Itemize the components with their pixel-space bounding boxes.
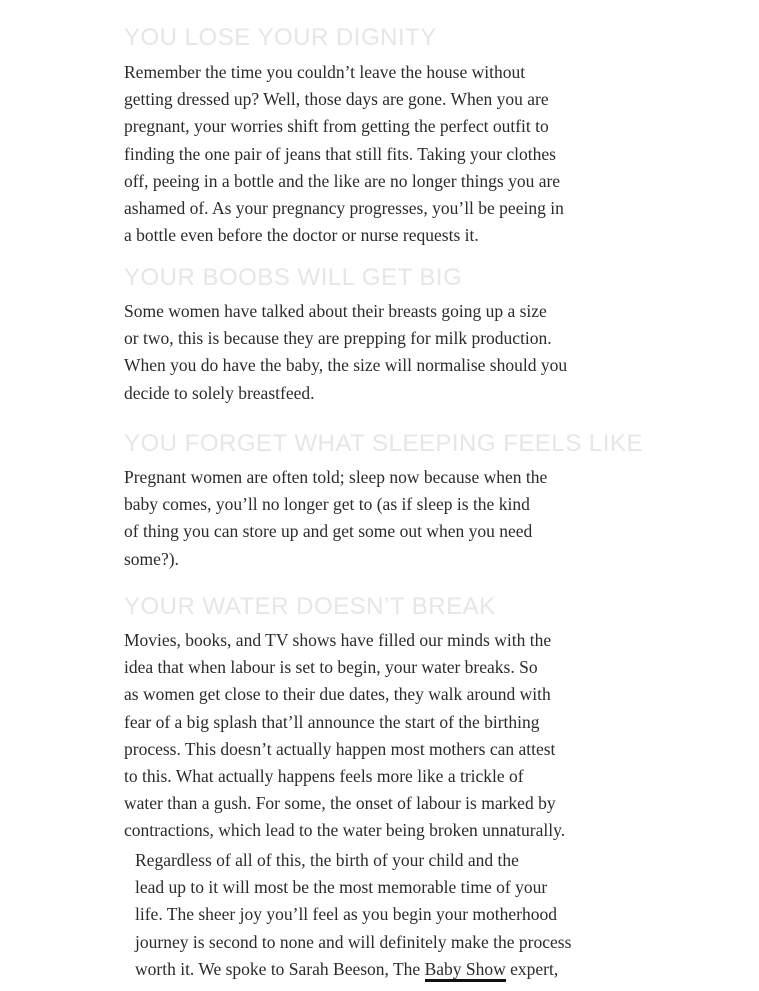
section-body-dignity xyxy=(124,59,684,249)
body-line: Pregnant women are often told; sleep now because when the xyxy=(124,467,548,487)
body-line: decide to solely breastfeed. xyxy=(124,382,315,403)
body-line: some?). xyxy=(124,548,179,569)
body-line: of thing you can store up and get some out when you need xyxy=(124,521,533,542)
section-heading-boobs: YOUR BOOBS WILL GET BIG xyxy=(124,264,463,291)
body-line: or two, this is because they are prepping for milk production. xyxy=(124,328,552,349)
section-body-boobs xyxy=(124,298,684,407)
body-line: a bottle even before the doctor or nurse requests it. xyxy=(124,225,479,246)
body-line: idea that when labour is set to begin, your water breaks. So xyxy=(124,657,538,678)
body-line: Remember the time you couldn’t leave the house without xyxy=(124,62,526,82)
section-heading-water: YOUR WATER DOESN’T BREAK xyxy=(124,593,496,620)
body-line: process. This doesn’t actually happen most mothers can attest xyxy=(124,738,556,759)
section-body-water xyxy=(124,627,684,845)
body-line: Some women have talked about their breasts going up a size xyxy=(124,301,547,321)
body-line: contractions, which lead to the water being broken unnaturally. xyxy=(124,820,566,841)
section-heading-sleep: YOU FORGET WHAT SLEEPING FEELS LIKE xyxy=(124,430,643,457)
body-line: fear of a big splash that’ll announce the start of the birthing xyxy=(124,711,540,732)
closing-paragraph xyxy=(135,847,695,983)
section-heading-dignity: YOU LOSE YOUR DIGNITY xyxy=(124,24,437,51)
body-line-with-link xyxy=(135,956,695,983)
body-line: finding the one pair of jeans that still fits. Taking your clothes xyxy=(124,143,556,164)
body-line: baby comes, you’ll no longer get to (as if sleep is the kind xyxy=(124,494,530,515)
body-line: Movies, books, and TV shows have filled our minds with the xyxy=(124,630,552,650)
section-body-sleep xyxy=(124,464,684,573)
body-line: Regardless of all of this, the birth of your child and the xyxy=(135,850,519,870)
body-line: journey is second to none and will definitely make the process xyxy=(135,931,572,952)
baby-show-link[interactable]: Baby Show xyxy=(425,959,506,982)
body-line: When you do have the baby, the size will normalise should you xyxy=(124,355,568,376)
body-line: lead up to it will most be the most memorable time of your xyxy=(135,877,548,898)
body-line-before-link: worth it. We spoke to Sarah Beeson, The xyxy=(135,958,425,979)
body-line: off, peeing in a bottle and the like are no longer things you are xyxy=(124,170,561,191)
body-line: life. The sheer joy you’ll feel as you begin your motherhood xyxy=(135,904,557,925)
body-line: pregnant, your worries shift from getting the perfect outfit to xyxy=(124,116,549,137)
body-line-after-link: expert, xyxy=(505,958,559,979)
body-line: ashamed of. As your pregnancy progresses, you’ll be peeing in xyxy=(124,198,564,219)
body-line: water than a gush. For some, the onset of labour is marked by xyxy=(124,793,556,814)
body-line: getting dressed up? Well, those days are gone. When you are xyxy=(124,89,549,110)
body-line: to this. What actually happens feels more like a trickle of xyxy=(124,766,524,787)
body-line: as women get close to their due dates, they walk around with xyxy=(124,684,551,705)
